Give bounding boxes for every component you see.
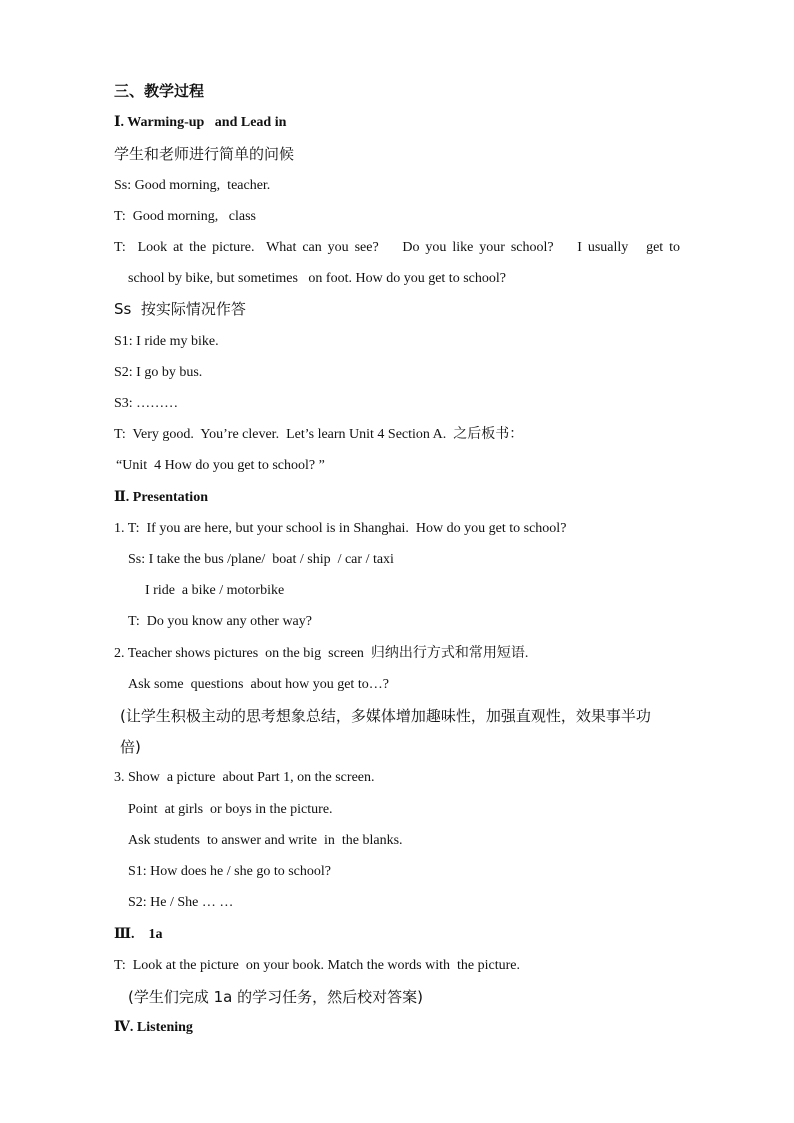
part2-heading: Ⅱ. Presentation bbox=[114, 490, 208, 505]
dialogue-line: T: Good morning, class bbox=[114, 209, 257, 224]
part1-heading: Ⅰ. Warming-up and Lead in bbox=[114, 115, 287, 130]
step-line: T: Do you know any other way? bbox=[128, 614, 312, 629]
teaching-note: (学生们完成 1a 的学习任务，然后校对答案) bbox=[128, 988, 423, 1006]
section-title: 三、教学过程 bbox=[114, 82, 205, 100]
dialogue-line: Ss 按实际情况作答 bbox=[114, 300, 246, 318]
step-line: 1. T: If you are here, but your school is in Shanghai. How do you get to school? bbox=[114, 521, 567, 536]
step-line: S1: How does he / she go to school? bbox=[128, 864, 331, 879]
step-line: 2. Teacher shows pictures on the big screen 归纳出行方式和常用短语. bbox=[114, 646, 529, 661]
dialogue-line: T: Very good. You’re clever. Let’s learn Unit 4 Section A. 之后板书： bbox=[114, 427, 524, 442]
step-line: S2: He / She … … bbox=[128, 895, 234, 910]
teaching-note: (让学生积极主动的思考想象总结，多媒体增加趣味性，加强直观性，效果事半功 bbox=[120, 707, 651, 725]
step-line: Ask some questions about how you get to…? bbox=[128, 677, 389, 692]
dialogue-line: S2: I go by bus. bbox=[114, 365, 203, 380]
step-line: Ask students to answer and write in the blanks. bbox=[128, 833, 403, 848]
dialogue-line: S1: I ride my bike. bbox=[114, 334, 219, 349]
step-line: Ss: I take the bus /plane/ boat / ship / car / taxi bbox=[128, 552, 394, 567]
dialogue-line: Ss: Good morning, teacher. bbox=[114, 178, 271, 193]
step-line: I ride a bike / motorbike bbox=[145, 583, 285, 598]
dialogue-line: T: Look at the picture. What can you see? Do you like your school? I usually get to bbox=[114, 240, 680, 255]
teaching-note-continued: 倍) bbox=[120, 738, 141, 756]
step-line: Point at girls or boys in the picture. bbox=[128, 802, 333, 817]
step-line: T: Look at the picture on your book. Match the words with the picture. bbox=[114, 958, 520, 973]
part4-heading: Ⅳ. Listening bbox=[114, 1020, 193, 1035]
dialogue-line-continued: school by bike, but sometimes on foot. How do you get to school? bbox=[128, 271, 506, 286]
step-line: 3. Show a picture about Part 1, on the screen. bbox=[114, 770, 375, 785]
blackboard-title: “Unit 4 How do you get to school? ” bbox=[116, 458, 325, 473]
dialogue-line: S3: ……… bbox=[114, 396, 179, 411]
part3-heading: Ⅲ. 1a bbox=[114, 927, 163, 942]
part1-intro: 学生和老师进行简单的问候 bbox=[114, 145, 295, 163]
